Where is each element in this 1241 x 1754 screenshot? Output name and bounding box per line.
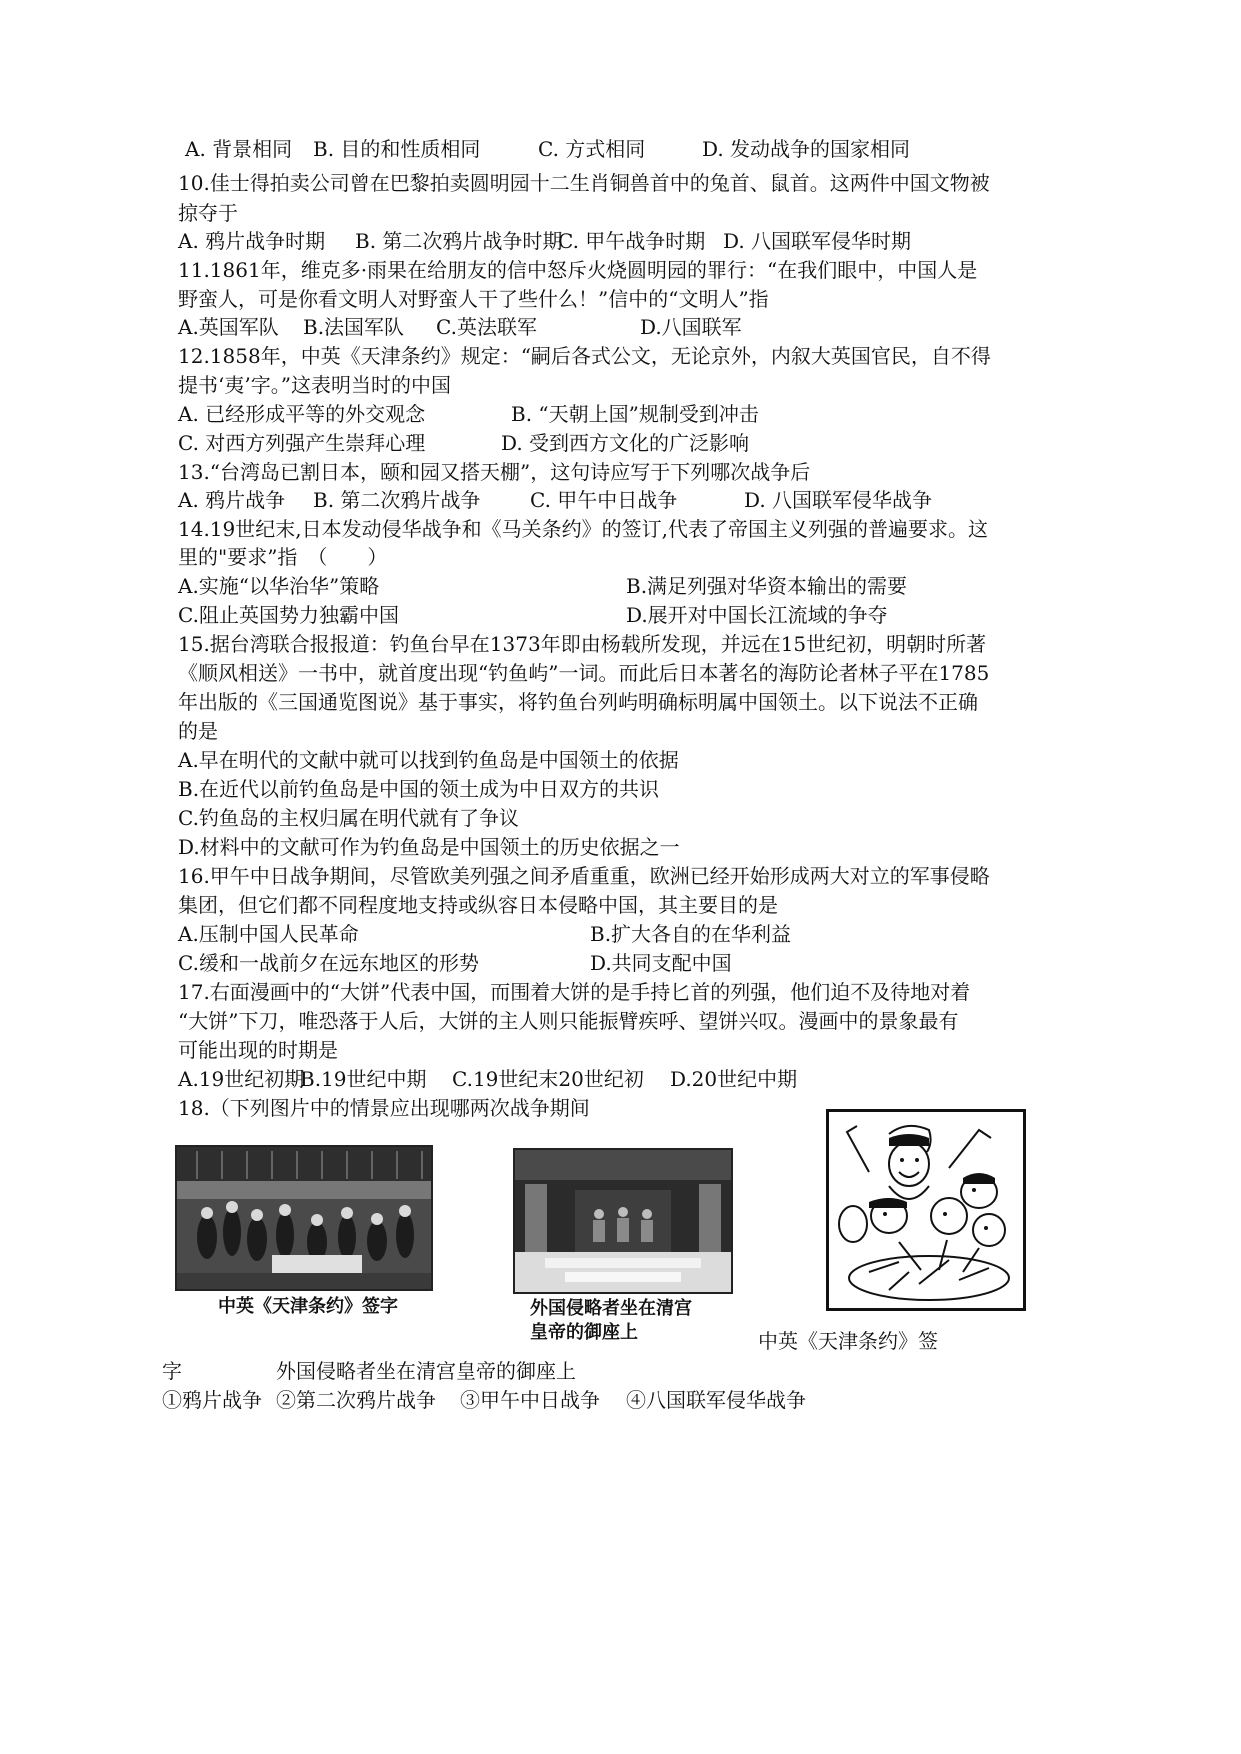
q14-stem-line: 里的"要求”指 （ ） [178,545,388,569]
q12-stem-line: 提书‘夷’字。”这表明当时的中国 [178,373,451,397]
q14-option-c: C.阻止英国势力独霸中国 [178,603,399,627]
q17-option-c: C.19世纪末20世纪初 [452,1067,644,1091]
q13-option-d: D. 八国联军侵华战争 [744,488,933,512]
q11-option-d: D.八国联军 [640,315,742,339]
throne-room-illustration [515,1150,731,1292]
q15-stem-line: 《顺风相送》一书中，就首度出现“钓鱼屿”一词。而此后日本著名的海防论者林子平在1785 [178,661,990,685]
throne-room-photo [513,1148,733,1294]
q12-option-c: C. 对西方列强产生崇拜心理 [178,431,426,455]
q18-tail-line: 字 [162,1359,182,1383]
q17-stem-line: 可能出现的时期是 [178,1038,338,1062]
q9-option-c: C. 方式相同 [538,137,646,161]
q13-option-b: B. 第二次鸦片战争 [313,488,481,512]
q18-option-2: ②第二次鸦片战争 [276,1388,436,1412]
q11-option-a: A.英国军队 [178,315,279,339]
q17-stem-line: “大饼”下刀，唯恐落于人后，大饼的主人则只能振臂疾呼、望饼兴叹。漫画中的景象最有 [178,1009,959,1033]
q14-stem-line: 14.19世纪末,日本发动侵华战争和《马关条约》的签订,代表了帝国主义列强的普遍要求。这 [178,517,988,541]
q18-tail-line: 中英《天津条约》签 [758,1329,938,1353]
q17-option-b: B.19世纪中期 [300,1067,427,1091]
q17-stem-line: 17.右面漫画中的“大饼”代表中国，而围着大饼的是手持匕首的列强，他们迫不及待地对着 [178,980,971,1004]
q17-option-a: A.19世纪初期 [178,1067,305,1091]
q16-option-b: B.扩大各自的在华利益 [590,922,792,946]
q14-option-d: D.展开对中国长江流域的争夺 [626,603,888,627]
q9-option-b: B. 目的和性质相同 [313,137,481,161]
q14-option-b: B.满足列强对华资本输出的需要 [626,574,908,598]
treaty-signing-illustration [177,1147,431,1289]
q16-stem-line: 16.甲午中日战争期间，尽管欧美列强之间矛盾重重，欧洲已经开始形成两大对立的军事侵略 [178,864,990,888]
q18-option-3: ③甲午中日战争 [460,1388,600,1412]
q10-option-a: A. 鸦片战争时期 [178,229,326,253]
q11-stem-line: 11.1861年，维克多·雨果在给朋友的信中怒斥火烧圆明园的罪行：“在我们眼中，中国人是 [178,258,978,282]
treaty-signing-photo [175,1145,433,1291]
q16-stem-line: 集团，但它们都不同程度地支持或纵容日本侵略中国，其主要目的是 [178,893,778,917]
q18-option-4: ④八国联军侵华战争 [626,1388,806,1412]
q10-option-d: D. 八国联军侵华时期 [723,229,912,253]
q18-tail-line: 外国侵略者坐在清宫皇帝的御座上 [276,1359,576,1383]
q13-option-a: A. 鸦片战争 [178,488,286,512]
q15-option-a: A.早在明代的文献中就可以找到钓鱼岛是中国领土的依据 [178,748,679,772]
q15-stem-line: 年出版的《三国通览图说》基于事实，将钓鱼台列屿明确标明属中国领土。以下说法不正确 [178,690,978,714]
q15-option-d: D.材料中的文献可作为钓鱼岛是中国领土的历史依据之一 [178,835,680,859]
q9-option-d: D. 发动战争的国家相同 [702,137,911,161]
q16-option-c: C.缓和一战前夕在远东地区的形势 [178,951,479,975]
q11-stem-line: 野蛮人，可是你看文明人对野蛮人干了些什么！”信中的“文明人”指 [178,287,769,311]
q10-stem-line: 10.佳士得拍卖公司曾在巴黎拍卖圆明园十二生肖铜兽首中的兔首、鼠首。这两件中国文物被 [178,171,990,195]
q14-option-a: A.实施“以华治华”策略 [178,574,380,598]
q18-stem-line: 18.（下列图片中的情景应出现哪两次战争期间 [178,1096,590,1120]
q11-option-c: C.英法联军 [436,315,537,339]
q9-option-a: A. 背景相同 [185,137,293,161]
throne-room-caption-line: 外国侵略者坐在清宫 [530,1298,692,1319]
q10-option-b: B. 第二次鸦片战争时期 [355,229,563,253]
q15-stem-line: 的是 [178,719,218,743]
q17-option-d: D.20世纪中期 [670,1067,798,1091]
q13-option-c: C. 甲午中日战争 [530,488,678,512]
q10-stem-line: 掠夺于 [178,201,238,225]
q15-option-c: C.钓鱼岛的主权归属在明代就有了争议 [178,806,519,830]
q11-option-b: B.法国军队 [303,315,405,339]
treaty-signing-caption: 中英《天津条约》签字 [218,1296,398,1317]
cartoon-illustration [829,1112,1023,1308]
q16-option-d: D.共同支配中国 [590,951,732,975]
q12-option-b: B. “天朝上国”规制受到冲击 [511,402,759,426]
q10-option-c: C. 甲午战争时期 [558,229,706,253]
q15-stem-line: 15.据台湾联合报报道：钓鱼台早在1373年即由杨载所发现，并远在15世纪初，明朝时所著 [178,632,987,656]
q12-stem-line: 12.1858年，中英《天津条约》规定：“嗣后各式公文，无论京外，内叙大英国官民，自不得 [178,344,991,368]
q15-option-b: B.在近代以前钓鱼岛是中国的领土成为中日双方的共识 [178,777,660,801]
q16-option-a: A.压制中国人民革命 [178,922,359,946]
q12-option-a: A. 已经形成平等的外交观念 [178,402,426,426]
q18-option-1: ①鸦片战争 [162,1388,262,1412]
carving-china-cartoon [826,1109,1026,1311]
throne-room-caption-line: 皇帝的御座上 [530,1322,638,1343]
q12-option-d: D. 受到西方文化的广泛影响 [501,431,750,455]
q13-stem-line: 13.“台湾岛已割日本，颐和园又搭天棚”，这句诗应写于下列哪次战争后 [178,460,811,484]
